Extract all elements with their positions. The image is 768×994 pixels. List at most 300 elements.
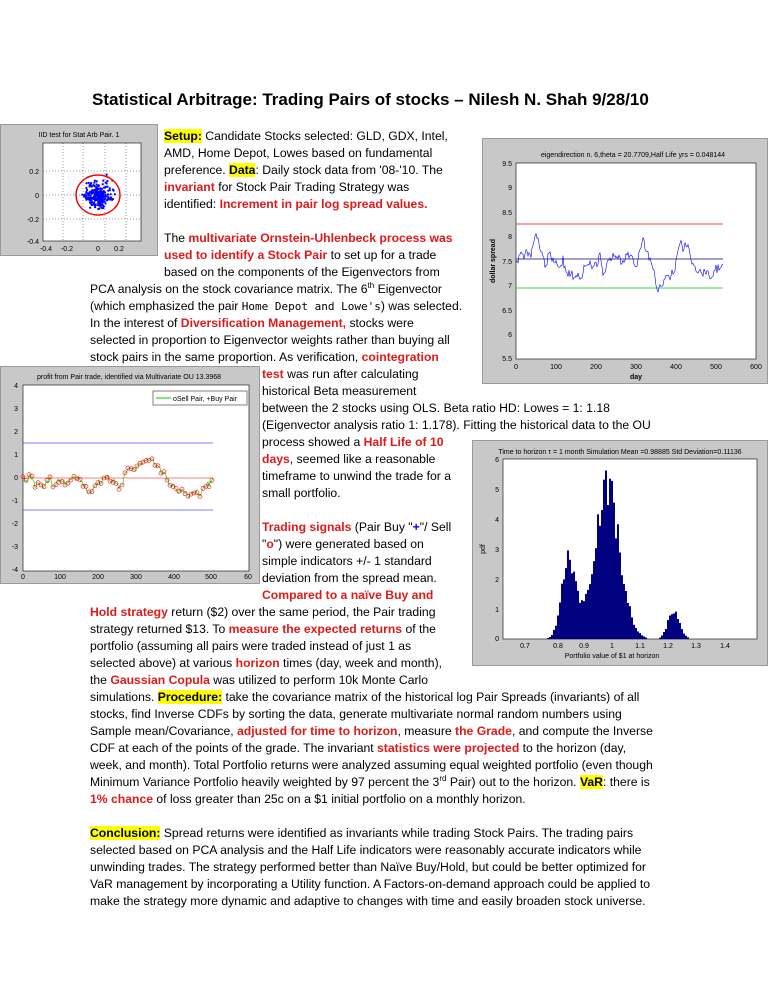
- hist-bar: [591, 574, 593, 639]
- hist-bar: [571, 573, 573, 639]
- red-emphasis: 1% chance: [90, 792, 154, 806]
- text-line: [262, 536, 424, 553]
- iid-xtick: -0.2: [60, 246, 74, 253]
- scatter-dot: [88, 191, 90, 193]
- hist-bar: [581, 600, 583, 639]
- text-span: VaR management by incorporating a Utility function. A Factors-on-demand approach could be applied to: [90, 877, 651, 891]
- hist-bar: [593, 561, 595, 639]
- profit-ytick: 0: [14, 475, 18, 482]
- hist-xtick: 1.4: [720, 643, 730, 650]
- text-span: identified:: [164, 197, 220, 211]
- text-span: (Pair Buy ": [351, 520, 413, 534]
- hist-ytick: 1: [495, 607, 499, 614]
- text-line: [90, 740, 626, 757]
- scatter-dot: [93, 182, 95, 184]
- hist-bar: [567, 550, 569, 639]
- scatter-dot: [106, 186, 108, 188]
- eigen-xtick: 200: [590, 364, 602, 371]
- hist-bar: [667, 620, 669, 639]
- scatter-dot: [98, 184, 100, 186]
- superscript: th: [367, 280, 375, 290]
- hist-bar: [633, 625, 635, 639]
- text-span: Eigenvector: [374, 282, 442, 296]
- scatter-dot: [89, 184, 91, 186]
- hist-bar: [575, 581, 577, 639]
- hist-bar: [629, 606, 631, 639]
- hist-bar: [561, 584, 563, 639]
- hist-bar: [617, 524, 619, 639]
- scatter-dot: [102, 199, 104, 201]
- text-line: [90, 723, 653, 740]
- scatter-dot: [91, 186, 93, 188]
- scatter-dot: [85, 199, 87, 201]
- scatter-dot: [103, 187, 105, 189]
- profit-xtick: 100: [54, 574, 66, 581]
- red-emphasis: Half Life of 10: [363, 435, 444, 449]
- setup-label: Setup:: [164, 129, 202, 143]
- text-line: [90, 349, 439, 366]
- scatter-dot: [85, 195, 87, 197]
- red-emphasis: used to identify a Stock Pair: [164, 248, 328, 262]
- hist-bar: [603, 480, 605, 639]
- hist-bar: [675, 612, 677, 639]
- eigen-ytick: 7.5: [502, 259, 512, 266]
- text-line: [164, 128, 448, 145]
- text-span: , measure: [397, 724, 456, 738]
- text-span: Candidate Stocks selected: GLD, GDX, Intel,: [201, 129, 448, 143]
- text-span: stocks, find Inverse CDFs by sorting the data, generate multivariate normal random numbers using: [90, 707, 622, 721]
- text-line: [90, 757, 653, 774]
- hist-bar: [615, 538, 617, 639]
- hist-bar: [621, 575, 623, 639]
- text-span: (Eigenvector analysis ratio 1: 1.178). Fitting the historical data to the OU: [262, 418, 651, 432]
- scatter-dot: [110, 196, 112, 198]
- hist-bar: [601, 510, 603, 639]
- hist-bar: [549, 637, 551, 639]
- scatter-dot: [105, 194, 107, 196]
- hist-bar: [605, 471, 607, 640]
- hist-bar: [587, 590, 589, 639]
- iid-xtick: 0.2: [114, 246, 124, 253]
- iid-test-svg: [1, 125, 157, 255]
- text-line: [262, 383, 416, 400]
- text-line: [90, 621, 436, 638]
- text-span: for Stock Pair Trading Strategy was: [214, 180, 410, 194]
- scatter-dot: [106, 174, 108, 176]
- iid-ytick: -0.2: [26, 217, 39, 224]
- scatter-dot: [95, 203, 97, 205]
- hist-bar: [643, 637, 645, 640]
- text-line: [90, 332, 450, 349]
- red-emphasis: Diversification Management,: [180, 316, 347, 330]
- hist-bar: [627, 603, 629, 639]
- hist-ytick: 0: [495, 636, 499, 643]
- scatter-dot: [95, 187, 97, 189]
- profit-xtick: 0: [21, 574, 25, 581]
- profit-ytick: 1: [14, 452, 18, 459]
- text-span: selected above) at various: [90, 656, 236, 670]
- conclusion-label: Conclusion:: [90, 826, 161, 840]
- eigen-xtick: 0: [514, 364, 518, 371]
- profit-xtick: 500: [205, 574, 217, 581]
- red-emphasis: cointegration: [361, 350, 439, 364]
- histogram-figure: [472, 440, 768, 666]
- scatter-dot: [100, 206, 102, 208]
- profit-xtick: 200: [92, 574, 104, 581]
- scatter-dot: [85, 187, 87, 189]
- hist-bar: [631, 617, 633, 639]
- text-span: the: [90, 673, 111, 687]
- text-span: simulations.: [90, 690, 158, 704]
- data-label: Data: [229, 163, 256, 177]
- scatter-dot: [93, 195, 95, 197]
- text-line: [90, 859, 646, 876]
- text-span: (which emphasized the pair: [90, 299, 242, 313]
- scatter-dot: [98, 208, 100, 210]
- hist-ytick: 4: [495, 517, 499, 524]
- scatter-dot: [109, 187, 111, 189]
- hist-bar: [635, 628, 637, 639]
- eigen-ylabel: dollar spread: [490, 239, 497, 283]
- hist-bar: [625, 591, 627, 639]
- eigen-ytick: 5.5: [502, 356, 512, 363]
- text-span: simple indicators +/- 1 standard: [262, 554, 432, 568]
- text-line: [262, 417, 651, 434]
- text-line: [262, 519, 451, 536]
- red-emphasis: test: [262, 367, 284, 381]
- hist-bar: [563, 579, 565, 639]
- scatter-dot: [85, 182, 87, 184]
- histogram-svg: [473, 441, 767, 665]
- hist-title: Time to horizon τ = 1 month Simulation Mean =0.98885 Std Deviation=0.11136: [498, 449, 742, 456]
- hist-bar: [569, 560, 571, 639]
- hist-bar: [623, 584, 625, 639]
- red-emphasis: Gaussian Copula: [110, 673, 210, 687]
- text-line: [164, 145, 432, 162]
- text-line: [262, 570, 437, 587]
- hist-bar: [641, 635, 643, 639]
- hist-ylabel: pdf: [480, 544, 487, 554]
- hist-xtick: 1.1: [635, 643, 645, 650]
- profit-xtick: 300: [130, 574, 142, 581]
- eigen-spread-figure: [482, 138, 768, 384]
- hist-bar: [559, 603, 561, 640]
- text-span: unwinding trades. The strategy performed better than Naïve Buy/Hold, but could be better optimized for: [90, 860, 646, 874]
- text-span: ": [262, 537, 267, 551]
- text-span: portfolio (assuming all pairs were traded instead of just 1 as: [90, 639, 412, 653]
- hist-xtick: 0.9: [579, 643, 589, 650]
- text-span: week, and month). Total Portfolio returns were analyzed assuming equal weighted portfolio (even though: [90, 758, 653, 772]
- text-span: , and compute the Inverse: [511, 724, 653, 738]
- hist-bar: [555, 626, 557, 639]
- hist-xtick: 1.2: [663, 643, 673, 650]
- red-emphasis: adjusted for time to horizon: [237, 724, 398, 738]
- text-span: was utilized to perform 10k Monte Carlo: [209, 673, 429, 687]
- text-span: ) was selected.: [380, 299, 463, 313]
- text-line: [262, 434, 444, 451]
- hist-bar: [577, 591, 579, 639]
- text-line: [90, 672, 428, 689]
- eigen-xtick: 500: [710, 364, 722, 371]
- hist-bar: [663, 632, 665, 639]
- text-line: [90, 298, 462, 315]
- profit-ytick: -2: [11, 521, 18, 528]
- hist-bar: [579, 603, 581, 639]
- hist-xtick: 1.3: [691, 643, 701, 650]
- hist-bar: [677, 619, 679, 639]
- text-line: [262, 587, 433, 604]
- scatter-dot: [99, 201, 101, 203]
- eigen-spread-svg: [483, 139, 767, 383]
- text-line: [90, 638, 411, 655]
- scatter-dot: [109, 189, 111, 191]
- hist-bar: [609, 479, 611, 639]
- eigen-ytick: 9: [508, 185, 512, 192]
- text-span: return ($2) over the same period, the Pair trading: [167, 605, 436, 619]
- page-title: Statistical Arbitrage: Trading Pairs of stocks – Nilesh N. Shah 9/28/10: [92, 90, 649, 109]
- scatter-dot: [101, 188, 103, 190]
- text-span: ") were generated based on: [273, 537, 424, 551]
- eigen-ytick: 6.5: [502, 308, 512, 315]
- text-span: small portfolio.: [262, 486, 341, 500]
- scatter-dot: [83, 194, 85, 196]
- text-line: [262, 366, 419, 383]
- scatter-dot: [94, 191, 96, 193]
- hist-bar: [683, 634, 685, 639]
- text-line: [90, 876, 650, 893]
- text-line: [90, 893, 646, 910]
- text-line: [90, 842, 641, 859]
- text-span: deviation from the spread mean.: [262, 571, 437, 585]
- text-line: [90, 689, 639, 706]
- hist-bar: [565, 568, 567, 639]
- iid-xtick: -0.4: [39, 246, 53, 253]
- text-span: was run after calculating: [283, 367, 419, 381]
- legend-label: oSell Pair, +Buy Pair: [173, 396, 238, 403]
- hist-ytick: 5: [495, 487, 499, 494]
- profit-svg: [1, 367, 259, 583]
- eigen-xtick: 100: [550, 364, 562, 371]
- eigen-ytick: 8.5: [502, 210, 512, 217]
- iid-ytick: 0: [35, 193, 39, 200]
- scatter-dot: [89, 207, 91, 209]
- hist-ytick: 2: [495, 577, 499, 584]
- text-line: [262, 400, 610, 417]
- text-line: [164, 247, 436, 264]
- scatter-dot: [94, 180, 96, 182]
- text-line: [90, 791, 526, 808]
- hist-bar: [557, 616, 559, 640]
- text-span: CDF at each of the points of the grade. The invariant: [90, 741, 378, 755]
- text-line: [90, 825, 633, 842]
- text-span: "/ Sell: [419, 520, 452, 534]
- hist-bar: [551, 635, 553, 639]
- scatter-dot: [106, 199, 108, 201]
- scatter-dot: [111, 199, 113, 201]
- profit-figure: [0, 366, 260, 584]
- hist-bar: [589, 584, 591, 639]
- scatter-dot: [86, 189, 88, 191]
- scatter-dot: [90, 202, 92, 204]
- procedure-label: Procedure:: [157, 690, 223, 704]
- red-emphasis: invariant: [164, 180, 215, 194]
- text-line: [90, 604, 435, 621]
- text-span: Sample mean/Covariance,: [90, 724, 237, 738]
- iid-test-figure: [0, 124, 158, 256]
- scatter-dot: [114, 193, 116, 195]
- text-line: [164, 196, 428, 213]
- text-line: [164, 162, 443, 179]
- text-line: [262, 553, 432, 570]
- pair-name: Home Depot and Lowe's: [241, 300, 381, 313]
- text-line: [262, 451, 435, 468]
- sell-symbol: o: [266, 537, 274, 551]
- text-line: [164, 264, 440, 281]
- hist-bar: [659, 638, 661, 639]
- profit-ytick: -3: [11, 544, 18, 551]
- hist-xtick: 1: [610, 643, 614, 650]
- eigen-xtick: 600: [750, 364, 762, 371]
- scatter-dot: [93, 202, 95, 204]
- text-line: [164, 179, 409, 196]
- text-span: Spread returns were identified as invariants while trading Stock Pairs. The trading pairs: [160, 826, 634, 840]
- text-span: of the: [402, 622, 436, 636]
- profit-title: profit from Pair trade, identified via Multivariate OU 13.3968: [36, 374, 222, 381]
- text-span: : Daily stock data from '08-'10. The: [255, 163, 443, 177]
- hist-bar: [665, 629, 667, 639]
- hist-bar: [687, 637, 689, 639]
- red-emphasis: Hold strategy: [90, 605, 168, 619]
- text-span: process showed a: [262, 435, 364, 449]
- hist-bar: [595, 548, 597, 639]
- scatter-dot: [104, 201, 106, 203]
- text-span: between the 2 stocks using OLS. Beta ratio HD: Lowes = 1: 1.18: [262, 401, 610, 415]
- text-line: [90, 774, 650, 791]
- text-span: , seemed like a reasonable: [289, 452, 436, 466]
- hist-bar: [597, 514, 599, 639]
- red-emphasis: Compared to a naïve Buy and: [262, 588, 434, 602]
- buy-symbol: +: [412, 520, 420, 534]
- profit-xtick: 400: [168, 574, 180, 581]
- profit-ytick: 3: [14, 406, 18, 413]
- scatter-dot: [93, 184, 95, 186]
- hist-bar: [661, 636, 663, 640]
- hist-bar: [669, 616, 671, 640]
- text-line: [262, 468, 451, 485]
- scatter-dot: [91, 192, 93, 194]
- scatter-dot: [103, 205, 105, 207]
- text-span: to the horizon (day,: [519, 741, 627, 755]
- scatter-dot: [99, 193, 101, 195]
- red-emphasis: statistics were projected: [377, 741, 520, 755]
- hist-bar: [637, 632, 639, 640]
- hist-bar: [681, 629, 683, 639]
- iid-xtick: 0: [96, 246, 100, 253]
- hist-xtick: 0.7: [520, 643, 530, 650]
- eigen-ytick: 6: [508, 332, 512, 339]
- iid-ytick: -0.4: [26, 239, 39, 246]
- scatter-dot: [101, 194, 103, 196]
- scatter-dot: [96, 183, 98, 185]
- scatter-dot: [107, 197, 109, 199]
- red-emphasis: horizon: [235, 656, 280, 670]
- text-span: to set up for a trade: [327, 248, 437, 262]
- profit-ytick: -1: [11, 498, 18, 505]
- red-emphasis: Increment in pair log spread values.: [219, 197, 428, 211]
- hist-bar: [547, 638, 549, 639]
- text-line: [90, 706, 622, 723]
- scatter-dot: [97, 200, 99, 202]
- scatter-dot: [89, 198, 91, 200]
- profit-ytick: -4: [11, 567, 18, 574]
- hist-bar: [585, 594, 587, 639]
- hist-bar: [673, 613, 675, 639]
- text-line: [90, 315, 414, 332]
- text-span: based on the components of the Eigenvectors from: [164, 265, 440, 279]
- scatter-dot: [113, 190, 115, 192]
- text-span: selected in proportion to Eigenvector weights rather than buying all: [90, 333, 450, 347]
- text-span: stock pairs in the same proportion. As verification,: [90, 350, 362, 364]
- profit-ytick: 4: [14, 383, 18, 390]
- hist-xtick: 0.8: [553, 643, 563, 650]
- scatter-dot: [92, 190, 94, 192]
- hist-bar: [619, 553, 621, 640]
- text-span: of loss greater than 25c on a $1 initial portfolio on a monthly horizon.: [153, 792, 526, 806]
- text-span: In the interest of: [90, 316, 181, 330]
- profit-ytick: 2: [14, 429, 18, 436]
- text-span: make the strategy more dynamic and adaptive to changes with time and easily broaden stock universe.: [90, 894, 646, 908]
- hist-ytick: 3: [495, 547, 499, 554]
- hist-xlabel: Portfolio value of $1 at horizon: [564, 653, 660, 660]
- profit-xtick: 60: [244, 574, 252, 581]
- eigen-ytick: 8: [508, 234, 512, 241]
- eigen-xlabel: day: [629, 374, 643, 381]
- hist-bar: [639, 633, 641, 639]
- scatter-dot: [110, 193, 112, 195]
- red-emphasis: Trading signals: [262, 520, 352, 534]
- scatter-dot: [81, 194, 83, 196]
- hist-bar: [679, 623, 681, 639]
- scatter-dot: [102, 183, 104, 185]
- text-span: preference.: [164, 163, 230, 177]
- scatter-dot: [86, 192, 88, 194]
- text-span: timeframe to unwind the trade for a: [262, 469, 452, 483]
- text-line: [90, 655, 442, 672]
- red-emphasis: the Grade: [455, 724, 512, 738]
- eigen-xtick: 400: [670, 364, 682, 371]
- hist-ytick: 6: [495, 457, 499, 464]
- scatter-dot: [99, 197, 101, 199]
- text-span: stocks were: [346, 316, 414, 330]
- eigen-ytick: 9.5: [502, 161, 512, 168]
- text-span: strategy returned $13. To: [90, 622, 229, 636]
- scatter-dot: [88, 182, 90, 184]
- iid-ytick: 0.2: [29, 169, 39, 176]
- text-span: AMD, Home Depot, Lowes based on fundamental: [164, 146, 433, 160]
- eigen-xtick: 300: [630, 364, 642, 371]
- text-span: historical Beta measurement: [262, 384, 417, 398]
- hist-bar: [613, 503, 615, 639]
- hist-bar: [607, 505, 609, 639]
- red-emphasis: measure the expected returns: [228, 622, 403, 636]
- var-label: VaR: [579, 775, 603, 789]
- scatter-dot: [107, 193, 109, 195]
- hist-bar: [553, 630, 555, 639]
- scatter-dot: [105, 182, 107, 184]
- scatter-dot: [102, 180, 104, 182]
- text-line: [90, 281, 442, 298]
- scatter-dot: [97, 192, 99, 194]
